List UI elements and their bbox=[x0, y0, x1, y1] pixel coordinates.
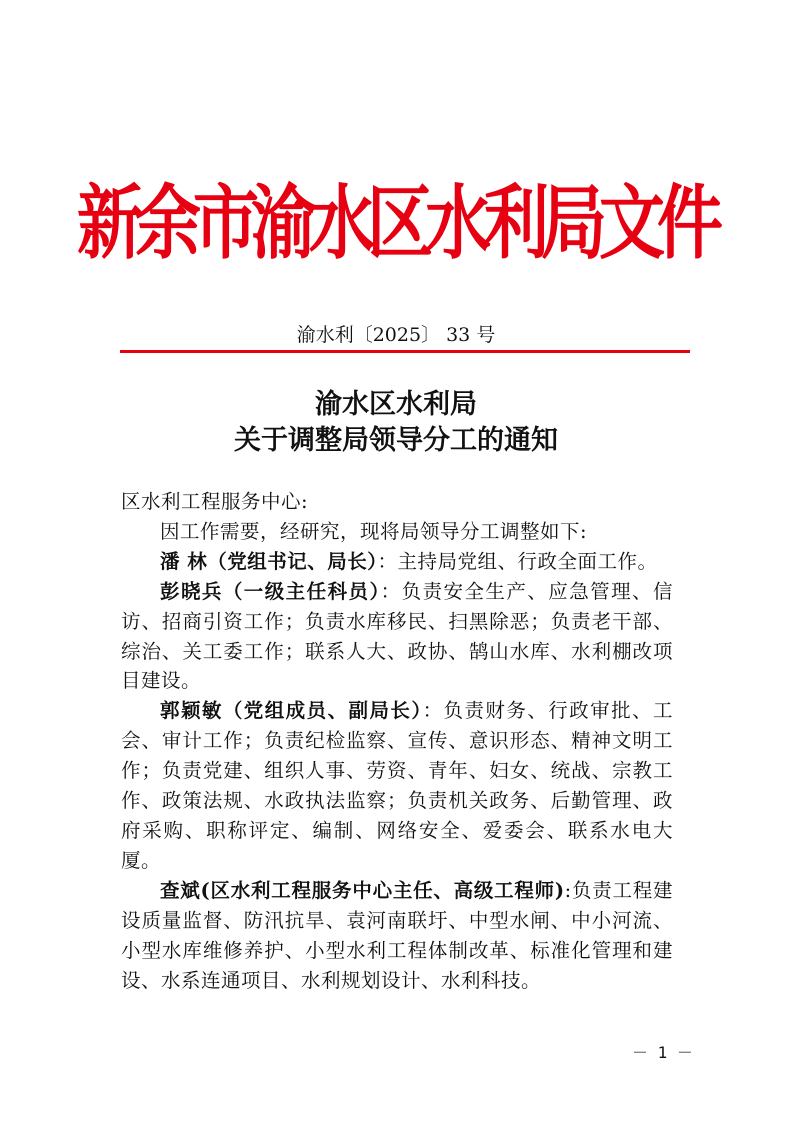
page-number: － 1 － bbox=[632, 1043, 693, 1062]
assignment-paragraph bbox=[121, 547, 673, 577]
assignment-paragraph bbox=[121, 577, 673, 697]
notice-title-line2: 关于调整局领导分工的通知 bbox=[234, 425, 558, 456]
assignment-paragraph bbox=[121, 696, 673, 875]
assignment-text: ：负责安全生产、应急管理、信访、招商引资工作；负责水库移民、扫黑除恶；负责老干部、综治、关工委工作；联系人大、政协、鹄山水库、水利棚改项目建设。 bbox=[121, 579, 673, 693]
document-number: 渝水利〔2025〕 33 号 bbox=[296, 324, 496, 346]
assignment-lead: 查斌(区水利工程服务中心主任、高级工程师) bbox=[160, 878, 565, 902]
assignment-paragraph bbox=[121, 876, 673, 996]
notice-title-line1: 渝水区水利局 bbox=[315, 389, 477, 420]
assignment-lead: 郭颖敏（党组成员、副局长） bbox=[160, 699, 423, 723]
intro-paragraph: 因工作需要，经研究，现将局领导分工调整如下: bbox=[160, 519, 588, 543]
document-header-title: 新余市渝水区水利局文件 bbox=[77, 175, 715, 271]
salutation: 区水利工程服务中心: bbox=[121, 490, 309, 513]
assignment-text: :负责工程建设质量监督、防汛抗旱、袁河南联圩、中型水闸、中小河流、小型水库维修养护、小型水利工程体制改革、标准化管理和建设、水系连通项目、水利规划设计、水利科技。 bbox=[121, 878, 674, 992]
assignment-lead: 潘 林（党组书记、局长） bbox=[160, 549, 378, 573]
document-body bbox=[121, 487, 673, 995]
assignment-text: ：主持局党组、行政全面工作。 bbox=[377, 549, 658, 573]
assignment-text: ：负责财务、行政审批、工会、审计工作；负责纪检监察、宣传、意识形态、精神文明工作；负责党建、组织人事、劳资、青年、妇女、统战、宗教工作、政策法规、水政执法监察；负责机关政务、后勤管理、政府采购、职称评定、编制、网络安全、爱委会、联系水电大厦。 bbox=[121, 699, 673, 872]
assignment-lead: 彭晓兵（一级主任科员） bbox=[160, 579, 381, 603]
red-divider-line bbox=[120, 350, 690, 353]
